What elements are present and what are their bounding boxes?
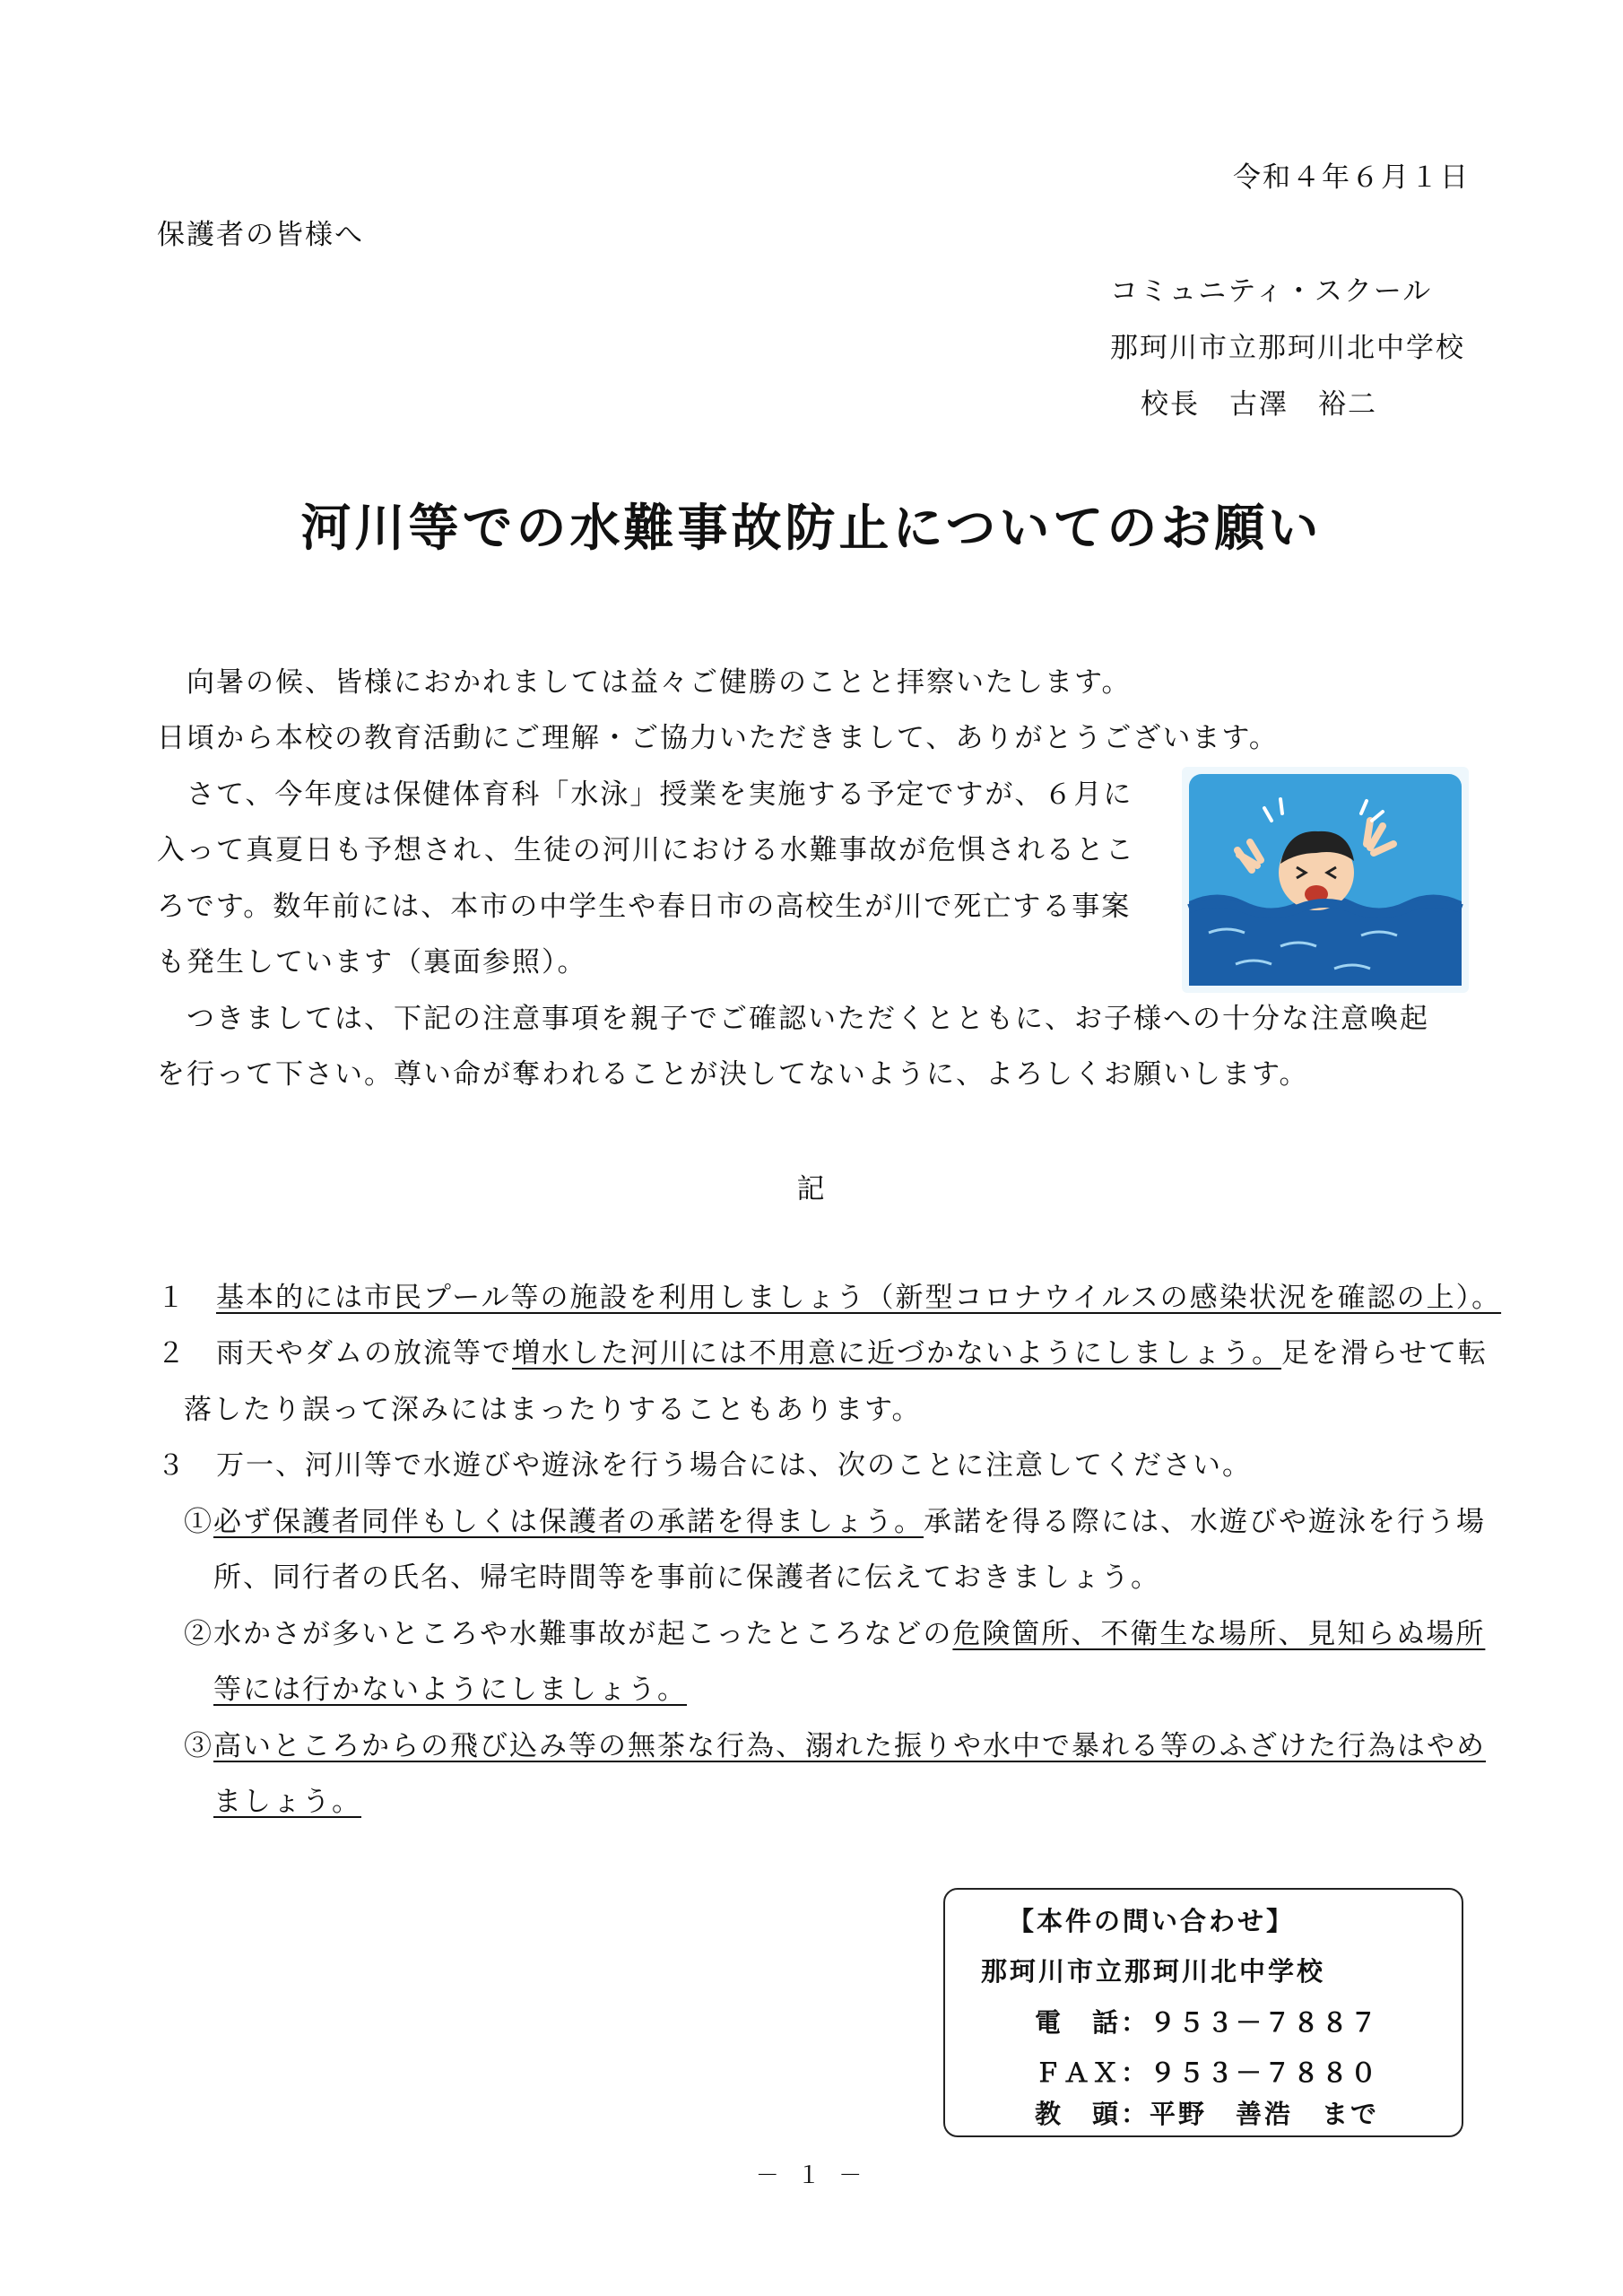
subitem-3-mark: ③: [184, 1730, 213, 1762]
subitem-2-pre: 水かさが多いところや水難事故が起こったところなどの: [213, 1618, 953, 1650]
drowning-illustration: [1182, 767, 1469, 993]
contact-school: 那珂川市立那珂川北中学校: [981, 1956, 1326, 1987]
sender-principal: 校長 古澤 裕二: [1141, 388, 1377, 421]
contact-box: [943, 1888, 1463, 2137]
addressee: 保護者の皆様へ: [157, 219, 364, 251]
subitem-2: [184, 1616, 1485, 1652]
body-line-6: も発生しています（裏面参照）。: [157, 946, 587, 978]
subitem-3-underlined: 高いところからの飛び込み等の無茶な行為、溺れた振りや水中で暴れる等のふざけた行為はやめ: [213, 1730, 1486, 1762]
body-line-3: さて、今年度は保健体育科「水泳」授業を実施する予定ですが、６月に: [157, 778, 1133, 811]
subitem-3-continuation: [213, 1784, 361, 1820]
sender-org: コミュニティ・スクール: [1110, 275, 1433, 308]
body-line-7: つきましては、下記の注意事項を親子でご確認いただくとともに、お子様への十分な注意喚起: [157, 1003, 1429, 1035]
body-line-5: ろです。数年前には、本市の中学生や春日市の高校生が川で死亡する事案: [157, 891, 1132, 923]
item-2: [157, 1335, 1488, 1371]
body-line-8: を行って下さい。尊い命が奪われることが決してないように、よろしくお願いします。: [157, 1058, 1309, 1091]
contact-heading: 【本件の問い合わせ】: [1008, 1906, 1296, 1936]
subitem-1-mark: ①: [184, 1506, 213, 1538]
body-line-1: 向暑の候、皆様におかれましては益々ご健勝のことと拝察いたします。: [157, 666, 1132, 699]
contact-tel: 電 話：９５３－７８８７: [1035, 2007, 1380, 2038]
body-line-2: 日頃から本校の教育活動にご理解・ご協力いただきまして、ありがとうございます。: [157, 722, 1279, 754]
item-2-pre: 雨天やダムの放流等で: [216, 1337, 512, 1370]
item-2-underlined: 増水した河川には不用意に近づかないようにしましょう。: [512, 1337, 1281, 1370]
subitem-1-continuation: 所、同行者の氏名、帰宅時間等を事前に保護者に伝えておきましょう。: [213, 1561, 1160, 1594]
subitem-1-underlined: 必ず保護者同伴もしくは保護者の承諾を得ましょう。: [213, 1506, 924, 1538]
item-2-post: 足を滑らせて転: [1281, 1337, 1488, 1370]
subitem-3-continuation-underlined: ましょう。: [213, 1786, 361, 1818]
ki-heading: 記: [796, 1173, 827, 1205]
page-title: 河川等での水難事故防止についてのお願い: [300, 500, 1323, 558]
subitem-3: [184, 1728, 1486, 1764]
page-number: － １ －: [755, 2162, 868, 2189]
item-2-number: ２: [157, 1337, 216, 1370]
drowning-child-icon: [1182, 767, 1469, 993]
item-1-text: 基本的には市民プール等の施設を利用しましょう（新型コロナウイルスの感染状況を確認の上）。: [216, 1282, 1502, 1314]
contact-fax: ＦＡＸ：９５３－７８８０: [1035, 2057, 1380, 2088]
item-3: ３ 万一、河川等で水遊びや遊泳を行う場合には、次のことに注意してください。: [157, 1449, 1252, 1482]
subitem-1-post: 承諾を得る際には、水遊びや遊泳を行う場: [924, 1506, 1486, 1538]
item-1-number: １: [157, 1282, 216, 1314]
subitem-1: [184, 1504, 1486, 1540]
subitem-2-continuation-underlined: 等には行かないようにしましょう。: [213, 1674, 687, 1706]
item-1: [157, 1280, 1501, 1316]
sender-school: 那珂川市立那珂川北中学校: [1110, 332, 1465, 364]
subitem-2-mark: ②: [184, 1618, 213, 1650]
body-line-4: 入って真夏日も予想され、生徒の河川における水難事故が危惧されるとこ: [157, 834, 1135, 866]
date: 令和４年６月１日: [1233, 161, 1470, 194]
subitem-2-underlined: 危険箇所、不衛生な場所、見知らぬ場所: [952, 1618, 1486, 1650]
contact-person: 教 頭：平野 善浩 まで: [1035, 2099, 1380, 2129]
item-2-continuation: 落したり誤って深みにはまったりすることもあります。: [184, 1394, 922, 1426]
subitem-2-continuation: [213, 1672, 687, 1708]
